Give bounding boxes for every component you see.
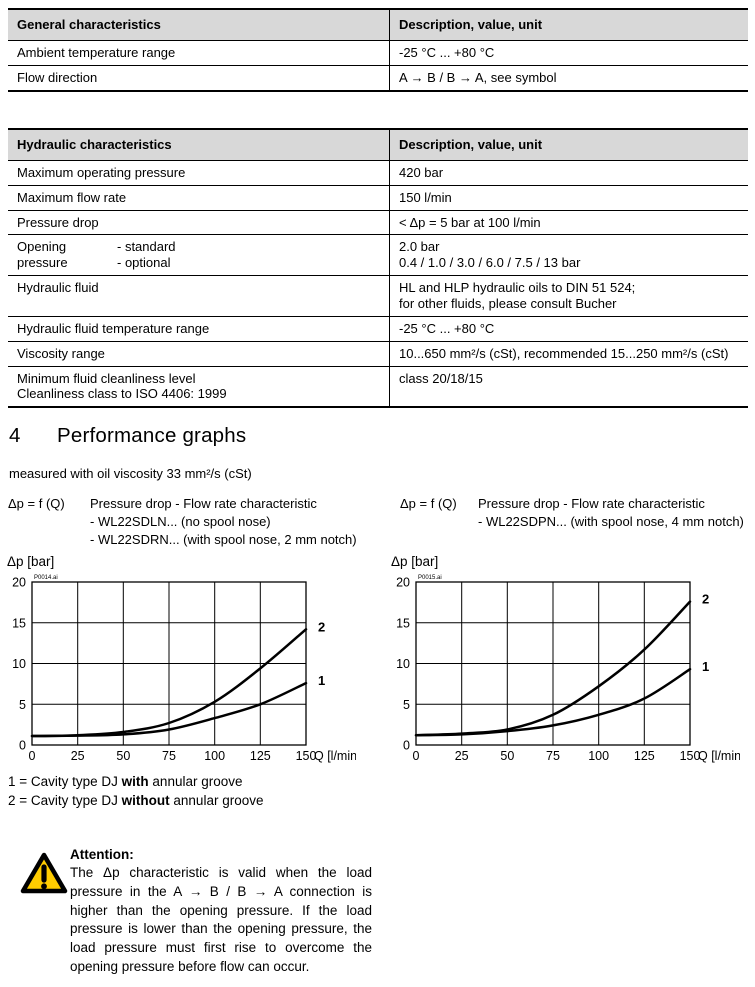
legend-text: 2 = Cavity type DJ	[8, 793, 122, 808]
table-row	[8, 342, 748, 367]
section-heading	[9, 424, 246, 448]
row-value: < Δp = 5 bar at 100 l/min	[399, 214, 541, 230]
table-row	[8, 367, 748, 407]
row-label: Hydraulic fluid temperature range	[8, 317, 390, 341]
svg-text:20: 20	[12, 575, 26, 590]
svg-text:10: 10	[396, 657, 410, 671]
row-label: Maximum flow rate	[8, 186, 390, 210]
right-graph-header	[400, 495, 744, 531]
legend-text: 1 = Cavity type DJ	[8, 774, 122, 789]
graph-description-line: - WL22SDPN... (with spool nose, 4 mm notch)	[478, 514, 744, 529]
table-row	[8, 41, 748, 66]
svg-text:P0014.ai: P0014.ai	[34, 575, 58, 581]
graph-description-line: Pressure drop - Flow rate characteristic	[90, 496, 317, 511]
row-sublabels	[117, 239, 176, 271]
svg-text:0: 0	[412, 749, 420, 763]
svg-text:75: 75	[546, 749, 560, 763]
table-row	[8, 317, 748, 342]
warning-icon	[20, 851, 68, 895]
legend-item	[8, 772, 263, 791]
row-value-line: for other fluids, please consult Bucher	[399, 296, 617, 312]
svg-text:25: 25	[454, 749, 469, 763]
table-header-cell: Description, value, unit	[399, 137, 543, 152]
svg-text:0: 0	[28, 749, 36, 763]
row-sublabel: - standard	[117, 239, 176, 255]
svg-text:1: 1	[318, 673, 326, 689]
graph-description-line: Pressure drop - Flow rate characteristic	[478, 496, 705, 511]
row-value: A → B / B → A, see symbol	[399, 69, 557, 85]
row-label-line: Cleanliness class to ISO 4406: 1999	[17, 386, 227, 402]
general-characteristics-table	[8, 8, 748, 92]
row-label: Ambient temperature range	[8, 41, 390, 65]
left-graph-header	[8, 495, 357, 549]
row-label	[8, 367, 390, 407]
table-header-row	[8, 130, 748, 161]
legend-text-bold: with	[121, 774, 149, 789]
section-number: 4	[9, 424, 21, 447]
svg-text:Q [l/min]: Q [l/min]	[698, 749, 740, 763]
table-header-cell: General characteristics	[8, 10, 390, 40]
attention-block	[70, 845, 372, 977]
table-header-cell: Hydraulic characteristics	[8, 130, 390, 160]
curve-legend	[8, 772, 263, 810]
legend-text: annular groove	[169, 793, 264, 808]
row-label	[8, 235, 390, 275]
row-value: 420 bar	[399, 164, 444, 180]
svg-text:5: 5	[403, 697, 410, 712]
svg-text:150: 150	[295, 749, 317, 763]
row-value-line: 2.0 bar	[399, 239, 440, 255]
table-header-cell: Description, value, unit	[399, 17, 543, 32]
svg-text:125: 125	[249, 749, 271, 763]
hydraulic-characteristics-table	[8, 128, 748, 408]
row-label: Flow direction	[8, 66, 390, 90]
legend-text: annular groove	[148, 774, 243, 789]
svg-text:2: 2	[318, 619, 326, 635]
svg-text:15: 15	[396, 616, 410, 631]
svg-text:0: 0	[19, 738, 26, 753]
table-row	[8, 276, 748, 317]
attention-title: Attention:	[70, 847, 134, 862]
row-value: class 20/18/15	[399, 370, 483, 386]
row-value: -25 °C ... +80 °C	[399, 320, 495, 336]
graph-description-line: - WL22SDRN... (with spool nose, 2 mm notch)	[90, 532, 357, 547]
row-label-line: Minimum fluid cleanliness level	[17, 370, 196, 386]
row-value-line: 0.4 / 1.0 / 3.0 / 6.0 / 7.5 / 13 bar	[399, 255, 581, 271]
svg-text:Δp [bar]: Δp [bar]	[391, 554, 439, 569]
table-row	[8, 235, 748, 276]
table-row	[8, 161, 748, 186]
row-value	[390, 235, 748, 275]
svg-text:5: 5	[19, 697, 26, 712]
row-value: 150 l/min	[399, 189, 452, 205]
graph-description-line: - WL22SDLN... (no spool nose)	[90, 514, 271, 529]
row-value: 10...650 mm²/s (cSt), recommended 15...250 mm²/s (cSt)	[399, 345, 729, 361]
svg-text:75: 75	[162, 749, 176, 763]
svg-text:10: 10	[12, 657, 26, 671]
legend-item	[8, 791, 263, 810]
section-title: Performance graphs	[57, 424, 247, 447]
row-sublabel: - optional	[117, 255, 171, 271]
row-value: -25 °C ... +80 °C	[399, 44, 495, 60]
right-graph-description	[478, 495, 744, 531]
right-graph-formula: Δp = f (Q)	[400, 496, 457, 511]
pressure-drop-chart-right	[390, 550, 740, 766]
svg-text:Q [l/min]: Q [l/min]	[314, 749, 356, 763]
svg-text:150: 150	[679, 749, 701, 763]
svg-text:100: 100	[588, 749, 610, 763]
row-label-main: Opening pressure	[17, 239, 68, 271]
svg-text:Δp [bar]: Δp [bar]	[7, 554, 55, 569]
pressure-drop-chart-left	[6, 550, 356, 766]
table-row	[8, 66, 748, 90]
svg-text:P0015.ai: P0015.ai	[418, 575, 442, 581]
row-label: Viscosity range	[8, 342, 390, 366]
table-row	[8, 186, 748, 211]
svg-text:50: 50	[116, 749, 131, 763]
svg-text:2: 2	[702, 591, 710, 607]
svg-text:20: 20	[396, 575, 410, 590]
row-value	[390, 276, 748, 316]
legend-text-bold: without	[121, 793, 170, 808]
table-row	[8, 211, 748, 236]
row-label: Maximum operating pressure	[8, 161, 390, 185]
measured-note: measured with oil viscosity 33 mm²/s (cSt)	[9, 466, 252, 481]
svg-text:50: 50	[500, 749, 515, 763]
svg-text:1: 1	[702, 659, 710, 675]
svg-text:125: 125	[633, 749, 655, 763]
svg-text:25: 25	[70, 749, 85, 763]
row-label: Pressure drop	[8, 211, 390, 235]
svg-text:15: 15	[12, 616, 26, 631]
left-graph-formula: Δp = f (Q)	[8, 496, 65, 511]
row-label: Hydraulic fluid	[8, 276, 390, 316]
attention-body: The Δp characteristic is valid when the load pressure in the A → B / B → A connection is higher than the opening pressure. If the load pressure is lower than the opening pressure, the load pressure must first rise to overcome the opening pressure before flow can occur.	[70, 865, 372, 974]
row-value-line: HL and HLP hydraulic oils to DIN 51 524;	[399, 280, 636, 296]
svg-text:100: 100	[204, 749, 226, 763]
svg-text:0: 0	[403, 738, 410, 753]
table-header-row	[8, 10, 748, 41]
left-graph-description	[90, 495, 357, 549]
